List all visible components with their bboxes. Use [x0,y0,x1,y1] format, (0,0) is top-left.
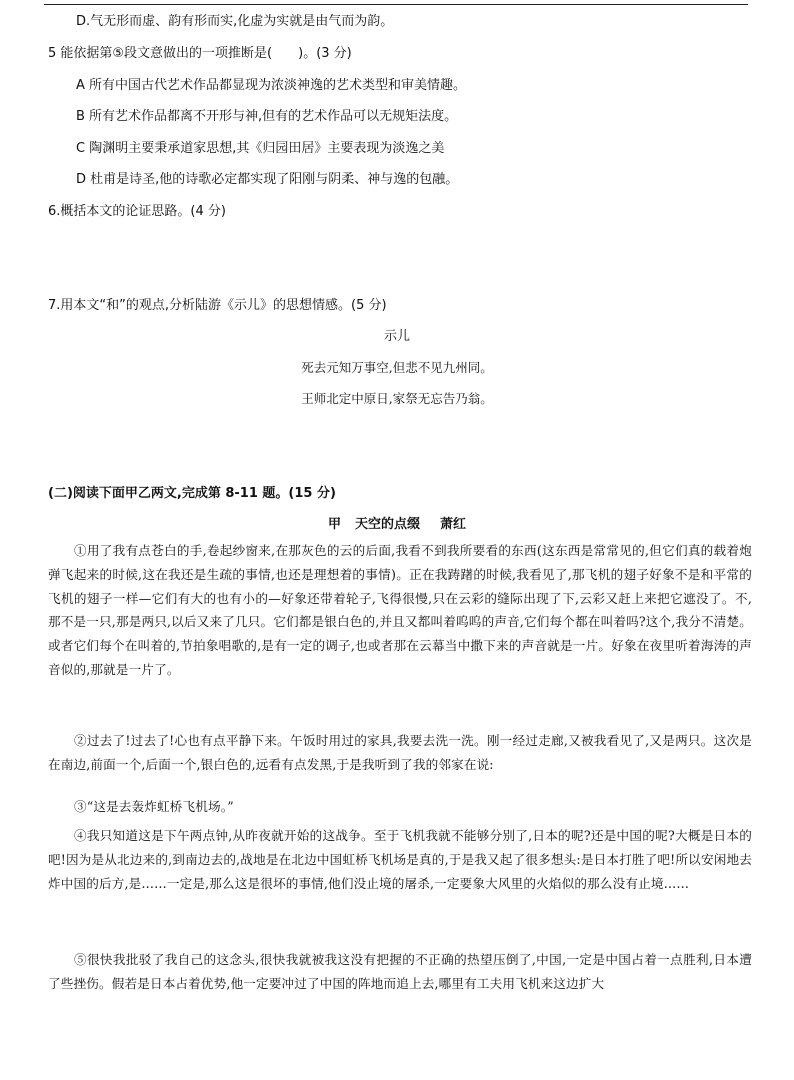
poem-line-2: 王师北定中原日,家祭无忘告乃翁。 [301,391,493,406]
article-author: 萧红 [440,517,467,532]
q5-stem: 5 能依据第⑤段文意做出的一项推断是( )。(3 分) [48,46,352,61]
header-rule [44,4,748,5]
q5-option-d: D 杜甫是诗圣,他的诗歌必定都实现了阳刚与阴柔、神与逸的包融。 [76,172,459,187]
article-title: 天空的点缀 [354,517,420,532]
poem-title: 示儿 [383,329,410,344]
article-title-line [0,516,794,534]
article-label: 甲 [327,517,341,532]
q5-option-a: A 所有中国古代艺术作品都显现为浓淡神逸的艺术类型和审美情趣。 [76,78,467,93]
poem-line-1: 死去元知万事空,但悲不见九州同。 [301,360,493,375]
paragraph-2: ②过去了!过去了!心也有点平静下来。午饭时用过的家具,我要去洗一洗。刚一经过走廊,又被我看见了,又是两只。这次是在南边,前面一个,后面一个,银白色的,远看有点发黑,于是我听到了我的邻家在说: [48,733,752,772]
paragraph-1: ①用了我有点苍白的手,卷起纱窗来,在那灰色的云的后面,我看不到我所要看的东西(这东西是常常见的,但它们真的载着炮弹飞起来的时候,这在我还是生疏的事情,也还是理想着的事情)。正在我踌躇的时候,我看见了,那飞机的翅子好象不是和平常的飞机的翅子一样—它们有大的也有小的—好象还带着轮子,飞得很慢,只在云彩的缝际出现了下,云彩又赶上来把它遮没了。不,那不是一只,那是两只,以后又来了几只。它们都是银白色的,并且又都叫着呜呜的声音,它们每个都在叫着吗?这个,我分不清楚。或者它们每个在叫着的,节拍象唱歌的,是有一定的调子,也或者那在云幕当中撒下来的声音就是一片。好象在夜里听着海涛的声音似的,那就是一片了。 [48,543,752,677]
paragraph-4: ④我只知道这是下午两点钟,从昨夜就开始的这战争。至于飞机我就不能够分别了,日本的呢?还是中国的呢?大概是日本的吧!因为是从北边来的,到南边去的,战地是在北边中国虹桥飞机场是真的,于是我又起了很多想头:是日本打胜了吧!所以安闲地去炸中国的后方,是……一定是,那么这是很坏的事情,他们没止境的屠杀,一定要象大风里的火焰似的那么没有止境…… [48,828,752,891]
q5-option-b: B 所有艺术作品都离不开形与神,但有的艺术作品可以无规矩法度。 [76,109,458,124]
section-heading: (二)阅读下面甲乙两文,完成第 8-11 题。(15 分) [48,486,336,501]
q5-option-c: C 陶渊明主要秉承道家思想,其《归园田居》主要表现为淡逸之美 [76,141,445,156]
q6-stem: 6.概括本文的论证思路。(4 分) [48,204,226,219]
q7-stem: 7.用本文“和”的观点,分析陆游《示儿》的思想情感。(5 分) [48,298,387,313]
paragraph-3: ③“这是去轰炸虹桥飞机场。” [74,799,234,814]
paragraph-5: ⑤很快我批驳了我自己的这念头,很快我就被我这没有把握的不正确的热望压倒了,中国,一定是中国占着一点胜利,日本遭了些挫伤。假若是日本占着优势,他一定要冲过了中国的阵地而追上去,哪里有工夫用飞机来这边扩大 [48,952,752,991]
q4-option-d: D.气无形而虚、韵有形而实,化虚为实就是由气而为韵。 [76,14,394,29]
